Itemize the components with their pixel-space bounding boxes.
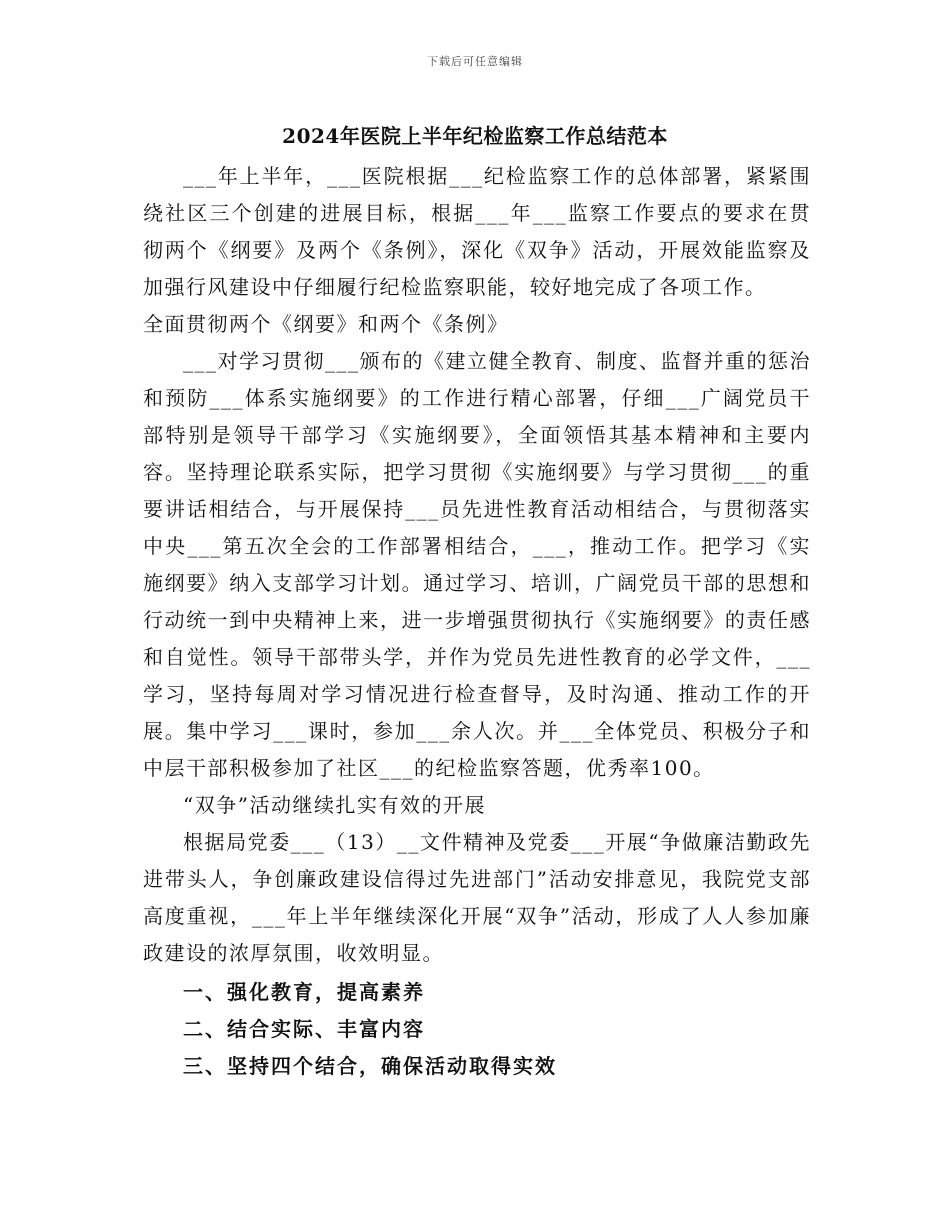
section-2-paragraph: 根据局党委___（13）__文件精神及党委___开展“争做廉洁勤政先进带头人，争创廉政建设信得过先进部门”活动安排意见，我院党支部高度重视，___年上半年继续深化开展“双争”活动，形成了人人参加廉政建设的浓厚氛围，收效明显。 <box>143 830 811 965</box>
section-1-title: 全面贯彻两个《纲要》和两个《条例》 <box>143 312 509 336</box>
heading-1: 一、强化教育，提高素养 <box>183 980 425 1004</box>
document-body <box>143 158 811 1085</box>
heading-2: 二、结合实际、丰富内容 <box>183 1017 425 1041</box>
intro-paragraph: ___年上半年，___医院根据___纪检监察工作的总体部署，紧紧围绕社区三个创建的进展目标，根据___年___监察工作要点的要求在贯彻两个《纲要》及两个《条例》，深化《双争》活动，开展效能监察及加强行风建设中仔细履行纪检监察职能，较好地完成了各项工作。 <box>143 164 811 299</box>
section-2-title: “双争”活动继续扎实有效的开展 <box>183 793 486 817</box>
header-note: 下载后可任意编辑 <box>427 55 523 68</box>
document-title: 2024年医院上半年纪检监察工作总结范本 <box>282 124 668 148</box>
section-1-paragraph: ___对学习贯彻___颁布的《建立健全教育、制度、监督并重的惩治和预防___体系实施纲要》的工作进行精心部署，仔细___广阔党员干部特别是领导干部学习《实施纲要》，全面领悟其基本精神和主要内容。坚持理论联系实际，把学习贯彻《实施纲要》与学习贯彻___的重要讲话相结合，与开展保持___员先进性教育活动相结合，与贯彻落实中央___第五次全会的工作部署相结合，___，推动工作。把学习《实施纲要》纳入支部学习计划。通过学习、培训，广阔党员干部的思想和行动统一到中央精神上来，进一步增强贯彻执行《实施纲要》的责任感和自觉性。领导干部带头学，并作为党员先进性教育的必学文件，___学习，坚持每周对学习情况进行检查督导，及时沟通、推动工作的开展。集中学习___课时，参加___余人次。并___全体党员、积极分子和中层干部积极参加了社区___的纪检监察答题，优秀率100。 <box>143 349 811 780</box>
heading-3: 三、坚持四个结合，确保活动取得实效 <box>183 1054 557 1078</box>
